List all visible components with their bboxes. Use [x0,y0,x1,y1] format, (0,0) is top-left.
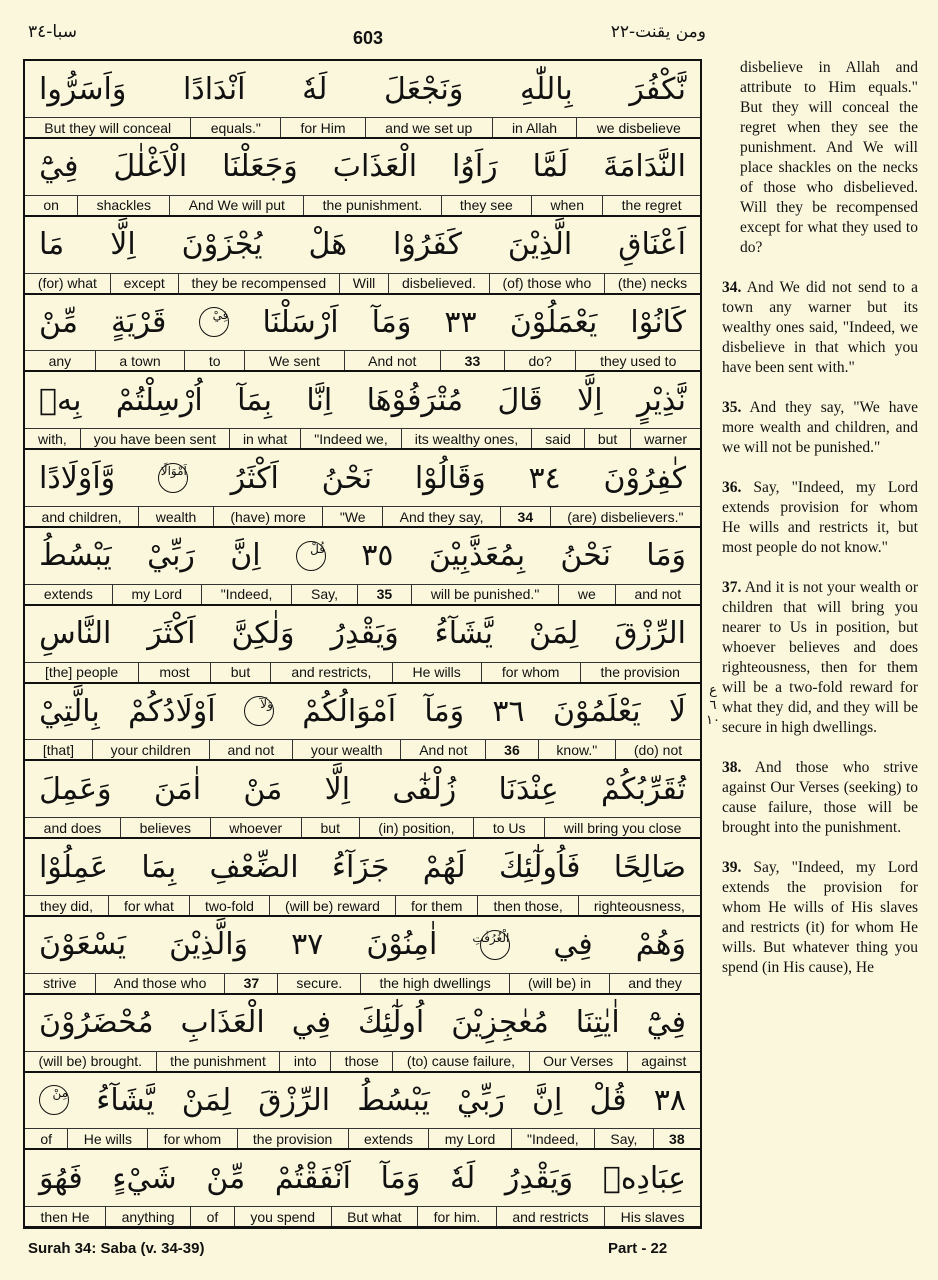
gloss-cell: my Lord [113,585,202,604]
gloss-cell: Will [340,274,389,293]
gloss-cell: we [559,585,616,604]
arabic-word: قَالَ [497,382,543,418]
gloss-cell: And not [401,740,486,759]
translation-paragraph [722,758,918,838]
arabic-word: قَرْيَةٍ [111,304,167,340]
gloss-cell: (have) more [214,507,324,526]
arabic-word: ٣٤ [528,460,561,496]
gloss-cell: righteousness, [593,897,685,914]
arabic-word: يُجْزَوْنَ [181,227,263,263]
verse-number-cell: 34 [501,507,551,526]
arabic-word: وَنَجْعَلَ [384,71,464,107]
verse-row [25,139,700,217]
gloss-cell: you spend [235,1207,332,1226]
gloss-cell: equals." [191,118,281,137]
arabic-line [25,294,700,351]
gloss-cell: And they say, [383,507,501,526]
ruku-mark: ع ٦ ١٠ [706,683,720,728]
arabic-word: بِالَّتِيْ [39,693,100,729]
gloss-cell: And We will put [170,196,304,215]
gloss-cell: "Indeed, [202,585,292,604]
verse-number-cell: 37 [225,974,278,993]
ayah-end-marker: وَلَآ [244,696,274,726]
arabic-word: يَّشَآءُ [434,616,493,652]
footer-part: Part - 22 [608,1240,668,1257]
gloss-cell: And not [345,351,442,370]
arabic-word: رَاَوُا [452,149,498,185]
gloss-cell: for them [396,896,478,915]
translation-line [25,1207,700,1228]
gloss-cell: shackles [78,196,170,215]
gloss-cell: the regret [621,197,682,214]
gloss-cell: disbelieved. [389,274,490,293]
gloss-cell: those [331,1052,393,1071]
gloss-cell: they see [442,196,533,215]
arabic-word: فِيْٓ [39,149,79,185]
gloss-cell: will be punished." [412,585,559,604]
translation-line [25,274,700,295]
arabic-word: مُعٰجِزِيْنَ [451,1005,549,1041]
arabic-line [25,1072,700,1129]
gloss-cell: against [641,1053,687,1070]
gloss-cell: into [280,1052,331,1071]
arabic-word: مِّنْ [39,304,78,340]
arabic-line [25,61,700,118]
arabic-word: ٣٨ [653,1082,686,1118]
gloss-cell: will bring you close [563,819,682,836]
arabic-word: يَبْسُطُ [39,538,112,574]
gloss-cell: for what [109,896,190,915]
arabic-word: اٰمِنُوْنَ [366,927,438,963]
arabic-word: لِمَنْ [528,616,579,652]
gloss-cell: on [25,196,78,215]
arabic-word: بِهٖ [39,382,82,418]
arabic-line [25,683,700,740]
gloss-cell: then those, [478,896,578,915]
arabic-word: الَّذِيْنَ [507,227,573,263]
verse-row [25,917,700,995]
arabic-word: وَهُمْ [635,927,686,963]
gloss-cell: wealth [139,507,214,526]
translation-line [25,196,700,217]
gloss-cell: we disbelieve [596,119,681,136]
gloss-cell: the provision [600,664,680,681]
gloss-cell: (do) not [633,741,683,758]
gloss-cell: He wills [68,1129,148,1148]
gloss-cell: strive [25,974,96,993]
arabic-line [25,217,700,274]
verse-number-cell: 35 [358,585,412,604]
verse-number-cell: 36 [486,740,538,759]
gloss-cell: for whom [148,1129,237,1148]
gloss-cell: "Indeed, [512,1129,595,1148]
arabic-word: ٣٥ [361,538,394,574]
arabic-word: وَعَمِلَ [39,771,112,807]
verse-row [25,995,700,1073]
gloss-cell: He wills [393,663,482,682]
arabic-word: النَّاسِ [39,616,112,652]
arabic-word: قُلْ [589,1082,627,1118]
gloss-cell: and children, [25,507,139,526]
gloss-cell: and restricts, [271,663,392,682]
gloss-cell: and they [628,975,682,992]
gloss-cell: of [191,1207,235,1226]
translation-line [25,1129,700,1150]
arabic-word: فِي [553,927,593,963]
arabic-word: مُتْرَفُوْهَا [366,382,464,418]
translation-paragraph [722,398,918,458]
arabic-word: جَزَآءُ [331,849,390,885]
gloss-cell: (will be) reward [270,896,396,915]
arabic-word: اَنْدَادًا [183,71,246,107]
arabic-word: لَهٗ [449,1160,476,1196]
word-by-word-panel [23,59,702,1229]
gloss-cell: and restricts [497,1207,605,1226]
gloss-cell: But what [332,1207,419,1226]
gloss-cell: but [302,818,360,837]
verse-row [25,372,700,450]
header-juz-label: ومن يقنت-٢٢ [610,22,706,42]
gloss-cell: any [25,351,96,370]
gloss-cell: Say, [292,585,358,604]
arabic-word: وَيَقْدِرُ [504,1160,574,1196]
translation-line [25,896,700,917]
arabic-word: اِلَّا [324,771,351,807]
arabic-word: مَنْ [243,771,283,807]
header-surah-label: سبا-٣٤ [28,22,77,42]
arabic-word: الرِّزْقَ [614,616,686,652]
arabic-word: وَالَّذِيْنَ [169,927,249,963]
arabic-word: اُولٰٓئِكَ [357,1005,425,1041]
arabic-word: يَعْلَمُوْنَ [552,693,641,729]
arabic-word: وَّاَوْلَادًا [39,460,116,496]
gloss-cell: and does [25,818,121,837]
verse-row [25,683,700,761]
arabic-word: الْعَذَابِ [180,1005,265,1041]
arabic-word: فِي [291,1005,332,1041]
gloss-cell: the provision [238,1129,349,1148]
gloss-cell: extends [25,585,113,604]
gloss-cell: with, [25,429,81,448]
arabic-word: الضِّعْفِ [209,849,299,885]
translation-line [25,507,700,528]
arabic-word: نَّكْفُرَ [629,71,686,107]
arabic-word: فَهُوَ [39,1160,83,1196]
gloss-cell: the punishment. [304,196,441,215]
arabic-word: مِّنْ [206,1160,246,1196]
gloss-cell: Our Verses [530,1052,628,1071]
arabic-word: عِنْدَنَا [498,771,559,807]
arabic-word: اِنَّ [532,1082,563,1118]
arabic-word: كَفَرُوْا [393,227,462,263]
verse-number: 37. [722,579,742,596]
verse-row [25,1072,700,1150]
gloss-cell: you have been sent [81,429,230,448]
gloss-cell: in what [230,429,301,448]
translation-paragraph [722,478,918,558]
gloss-cell: my Lord [429,1129,511,1148]
arabic-word: وَيَقْدِرُ [330,616,399,652]
translation-column [722,58,918,998]
arabic-word: الرِّزْقَ [258,1082,331,1118]
gloss-cell: extends [349,1129,430,1148]
arabic-line [25,1150,700,1207]
arabic-word: بِمَا [141,849,177,885]
arabic-word: ٣٣ [444,304,477,340]
arabic-word: اٰيٰتِنَا [575,1005,620,1041]
arabic-word: وَلٰكِنَّ [231,616,295,652]
arabic-word: الْاَغْلٰلَ [113,149,188,185]
arabic-word: الْعَذَابَ [332,149,418,185]
translation-paragraph [722,578,918,738]
verse-number: 34. [722,279,742,296]
arabic-word: لَهُمْ [422,849,466,885]
translation-line [25,429,700,450]
arabic-word: اَكْثَرُ [230,460,279,496]
ayah-end-marker: اَمْوَالًا [158,463,188,493]
translation-text: And those who strive against Our Verses (seeking) to cause failure, those will be brought into the punishment. [722,759,918,836]
gloss-cell: [the] people [25,663,139,682]
arabic-word: وَمَآ [424,693,465,729]
translation-line [25,818,700,839]
arabic-word: لَا [668,693,686,729]
verse-number: 36. [722,479,742,496]
arabic-word: اُرْسِلْتُمْ [115,382,203,418]
gloss-cell: they did, [25,896,109,915]
gloss-cell: they used to [600,352,677,369]
verse-row [25,294,700,372]
arabic-word: يَعْمَلُوْنَ [509,304,598,340]
gloss-cell: in Allah [493,118,578,137]
arabic-word: فِيْٓ [646,1005,686,1041]
gloss-cell: And those who [96,974,226,993]
arabic-word: لَهٗ [302,71,328,107]
translation-paragraph [722,858,918,978]
arabic-word: نَّذِيْرٍ [637,382,686,418]
translation-text: Say, "Indeed, my Lord extends provision for whom He wills and restricts it, but most people do not know." [722,479,918,556]
translation-text: And We did not send to a town any warner but its wealthy ones said, "Indeed, we disbelieve in that which you have been sent with." [722,279,918,376]
arabic-line [25,839,700,896]
gloss-cell: secure. [278,974,361,993]
arabic-word: وَجَعَلْنَا [222,149,298,185]
gloss-cell: then He [25,1207,106,1226]
arabic-word: نَحْنُ [321,460,373,496]
arabic-line [25,606,700,663]
translation-paragraph [722,58,918,258]
arabic-word: بِاللّٰهِ [520,71,573,107]
arabic-word: اٰمَنَ [153,771,202,807]
gloss-cell: for him. [418,1207,497,1226]
arabic-word: وَمَآ [380,1160,421,1196]
gloss-cell: (will be) in [510,974,610,993]
gloss-cell: (the) necks [617,275,688,292]
arabic-word: هَلْ [308,227,348,263]
translation-text: And they say, "We have more wealth and children, and we will not be punished." [722,399,918,456]
gloss-cell: most [139,663,210,682]
arabic-word: بِمُعَذَّبِيْنَ [428,538,526,574]
arabic-word: اِنَّا [306,382,333,418]
arabic-word: يَّشَآءُ [96,1082,155,1118]
gloss-cell: (of) those who [490,274,605,293]
ayah-end-marker: الْغُرُفٰتِ [480,930,510,960]
gloss-cell: (to) cause failure, [393,1052,529,1071]
arabic-word: اَمْوَالُكُمْ [302,693,397,729]
arabic-line [25,372,700,429]
translation-line [25,663,700,684]
gloss-cell: anything [106,1207,191,1226]
arabic-line [25,528,700,585]
arabic-word: ٣٦ [492,693,525,729]
gloss-cell: for Him [281,118,366,137]
gloss-cell: they be recompensed [179,274,340,293]
gloss-cell: (in) position, [360,818,475,837]
arabic-word: شَيْءٍ [112,1160,177,1196]
gloss-cell: a town [96,351,185,370]
translation-line [25,1052,700,1073]
gloss-cell: whoever [211,818,302,837]
footer-surah-info: Surah 34: Saba (v. 34-39) [28,1240,205,1257]
gloss-cell: (are) disbelievers." [567,508,684,525]
arabic-word: اَعْنَاقِ [618,227,686,263]
arabic-word: رَبِّيْ [147,538,195,574]
gloss-cell: but [211,663,272,682]
gloss-cell: when [532,196,603,215]
gloss-cell: of [25,1129,68,1148]
gloss-cell: and we set up [366,118,493,137]
verse-number: 39. [722,859,742,876]
arabic-word: اِلَّا [577,382,603,418]
translation-line [25,118,700,139]
gloss-cell: (for) what [25,274,111,293]
arabic-line [25,139,700,196]
gloss-cell: for whom [482,663,581,682]
arabic-word: كٰفِرُوْنَ [603,460,686,496]
translation-line [25,585,700,606]
verse-row [25,450,700,528]
gloss-cell: warner [644,430,688,447]
translation-text: disbelieve in Allah and attribute to Him equals." But they will conceal the regret when they see the punishment. And We will place shackles on the necks of those who disbelieved. Will they be recompensed except for what they used to do? [740,59,918,256]
arabic-word: رَبِّيْ [457,1082,505,1118]
translation-text: Say, "Indeed, my Lord extends the provision for whom He wills of His slaves and restricts (it) for whom He wills. But whatever thing you spend (in His cause), He [722,859,918,976]
gloss-cell: said [532,429,585,448]
gloss-cell: your wealth [293,740,401,759]
arabic-word: لَمَّا [532,149,569,185]
gloss-cell: believes [121,818,211,837]
arabic-word: عَمِلُوْا [39,849,109,885]
arabic-line [25,761,700,818]
arabic-word: اِلَّا [110,227,136,263]
arabic-line [25,917,700,974]
gloss-cell: its wealthy ones, [402,429,532,448]
verse-row [25,839,700,917]
arabic-word: لِمَنْ [181,1082,232,1118]
verse-number: 38. [722,759,742,776]
arabic-word: صَالِحًا [613,849,686,885]
gloss-cell: your children [93,740,210,759]
gloss-cell: "Indeed we, [301,429,401,448]
gloss-cell: the high dwellings [361,974,510,993]
verse-row [25,1150,700,1228]
arabic-word: اَكْثَرَ [147,616,196,652]
gloss-cell: two-fold [190,896,270,915]
arabic-word: نَحْنُ [560,538,611,574]
verse-row [25,528,700,606]
arabic-word: وَمَا [646,538,686,574]
verse-row [25,217,700,295]
gloss-cell: but [585,429,631,448]
gloss-cell: except [111,274,179,293]
arabic-word: يَسْعَوْنَ [39,927,127,963]
arabic-word: يَبْسُطُ [357,1082,430,1118]
arabic-word: وَمَآ [371,304,412,340]
arabic-word: بِمَآ [237,382,272,418]
translation-line [25,351,700,372]
verse-number-cell: 38 [669,1130,685,1147]
gloss-cell: know." [539,740,616,759]
verse-row [25,606,700,684]
arabic-word: اَوْلَادُكُمْ [128,693,216,729]
gloss-cell: and not [210,740,293,759]
gloss-cell: But they will conceal [25,118,191,137]
translation-line [25,740,700,761]
arabic-word: وَاَسَرُّوا [39,71,127,107]
ayah-end-marker: فِيْ [199,307,229,337]
verse-row [25,761,700,839]
arabic-word: اِنَّ [230,538,261,574]
arabic-word: عِبَادِهٖ [602,1160,686,1196]
verse-number-cell: 33 [441,351,505,370]
arabic-word: اَرْسَلْنَا [262,304,339,340]
arabic-word: وَقَالُوْا [414,460,486,496]
gloss-cell: Say, [595,1129,654,1148]
arabic-word: مَا [39,227,65,263]
verse-number: 35. [722,399,742,416]
gloss-cell: [that] [25,740,93,759]
ayah-end-marker: مِنْ [39,1085,69,1115]
gloss-cell: and not [634,586,682,603]
arabic-word: اَنْفَقْتُمْ [274,1160,351,1196]
verse-row [25,61,700,139]
page-number: 603 [353,28,384,48]
translation-line [25,974,700,995]
arabic-line [25,450,700,507]
translation-paragraph [722,278,918,378]
gloss-cell: the punishment [157,1052,281,1071]
ayah-end-marker: قُلْ [296,541,326,571]
arabic-line [25,995,700,1052]
gloss-cell: We sent [245,351,344,370]
arabic-word: مُحْضَرُوْنَ [39,1005,154,1041]
gloss-cell: His slaves [620,1208,685,1225]
arabic-word: زُلْفٰٓى [392,771,457,807]
gloss-cell: do? [505,351,577,370]
arabic-word: تُقَرِّبُكُمْ [601,771,686,807]
arabic-word: النَّدَامَةَ [603,149,686,185]
gloss-cell: (will be) brought. [25,1052,157,1071]
gloss-cell: to Us [474,818,545,837]
arabic-word: كَانُوْا [630,304,686,340]
gloss-cell: "We [323,507,383,526]
translation-text: And it is not your wealth or children that will bring you nearer to Us in position, but whoever believes and does righteousness, then for them will be a two-fold reward for what they did, and they will be secure in high dwellings. [722,579,918,736]
arabic-word: ٣٧ [291,927,324,963]
gloss-cell: to [185,351,245,370]
arabic-word: فَاُولٰٓئِكَ [498,849,581,885]
